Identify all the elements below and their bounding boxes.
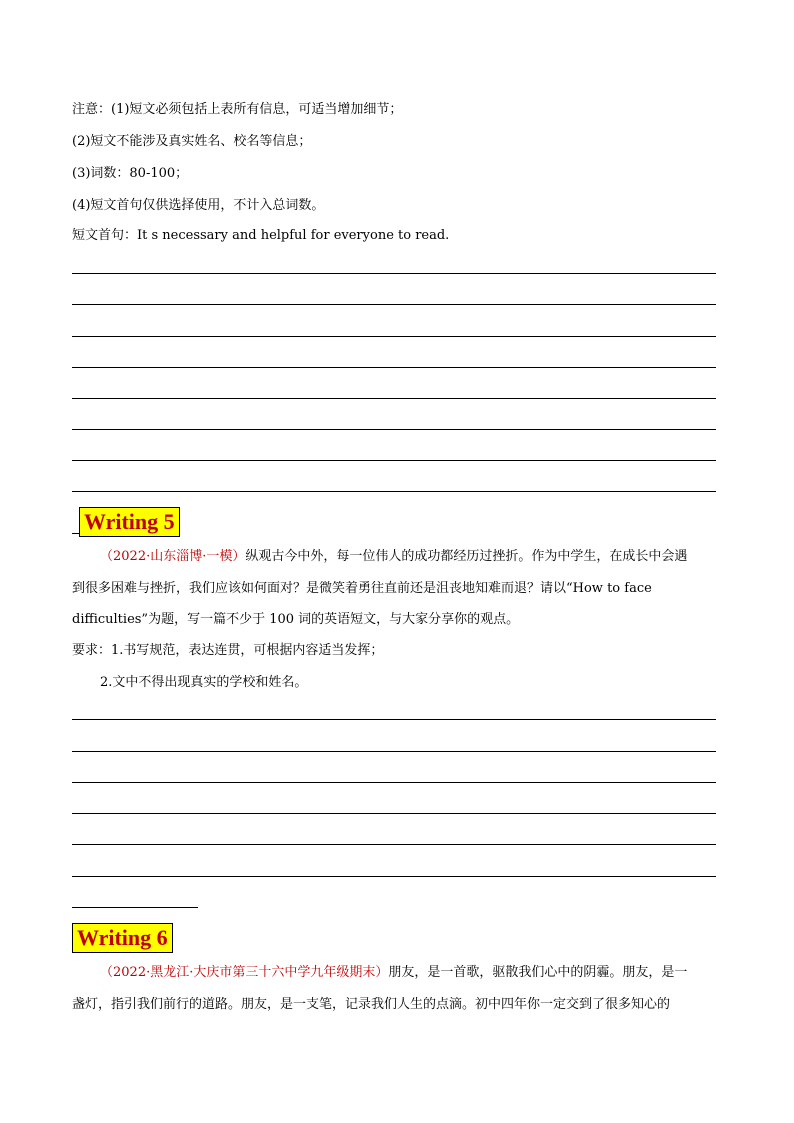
writing-6-line-1 bbox=[100, 957, 687, 989]
answer-line bbox=[72, 398, 716, 399]
answer-line bbox=[72, 273, 716, 274]
writing-6-line-1-text: 朋友，是一首歌，驱散我们心中的阴霾。朋友，是一 bbox=[388, 965, 688, 980]
answer-line bbox=[72, 336, 716, 337]
note-line-3: (3)词数：80-100； bbox=[72, 166, 189, 181]
writing-6-source: （2022·黑龙江·大庆市第三十六中学九年级期末） bbox=[100, 965, 389, 980]
writing-5-line-1 bbox=[100, 541, 687, 573]
answer-line bbox=[72, 844, 716, 845]
note-line-2: (2)短文不能涉及真实姓名、校名等信息； bbox=[72, 134, 312, 149]
answer-line bbox=[72, 813, 716, 814]
answer-line bbox=[72, 782, 716, 783]
writing-5-title: Writing 5 bbox=[79, 507, 180, 537]
writing-5-requirement-1: 要求：1.书写规范，表达连贯，可根据内容适当发挥； bbox=[72, 643, 384, 658]
first-sentence-line: 短文首句：It s necessary and helpful for everyone to read. bbox=[72, 228, 450, 243]
answer-line bbox=[72, 751, 716, 752]
answer-line bbox=[72, 876, 716, 877]
note-line-1: 注意：(1)短文必须包括上表所有信息，可适当增加细节； bbox=[72, 102, 403, 117]
answer-line bbox=[72, 429, 716, 430]
writing-5-line-1-text: 纵观古今中外，每一位伟人的成功都经历过挫折。作为中学生，在成长中会遇 bbox=[245, 549, 688, 564]
answer-line bbox=[72, 719, 716, 720]
answer-line bbox=[72, 304, 716, 305]
answer-line bbox=[72, 460, 716, 461]
writing-6-line-2: 盏灯，指引我们前行的道路。朋友，是一支笔，记录我们人生的点滴。初中四年你一定交到了很多知心的 bbox=[72, 997, 671, 1012]
note-line-4: (4)短文首句仅供选择使用，不计入总词数。 bbox=[72, 198, 325, 213]
writing-5-source: （2022·山东淄博·一模） bbox=[100, 549, 246, 564]
answer-line bbox=[72, 491, 716, 492]
writing-5-line-2: 到很多困难与挫折，我们应该如何面对？是微笑着勇往直前还是沮丧地知难而退？请以“How to face bbox=[72, 581, 652, 596]
writing-5-requirement-2: 2.文中不得出现真实的学校和姓名。 bbox=[100, 675, 308, 690]
writing-5-line-3: difficulties”为题，写一篇不少于 100 词的英语短文，与大家分享你的观点。 bbox=[72, 612, 520, 627]
writing-6-title: Writing 6 bbox=[72, 923, 173, 953]
answer-line bbox=[72, 367, 716, 368]
section-divider bbox=[72, 907, 198, 908]
